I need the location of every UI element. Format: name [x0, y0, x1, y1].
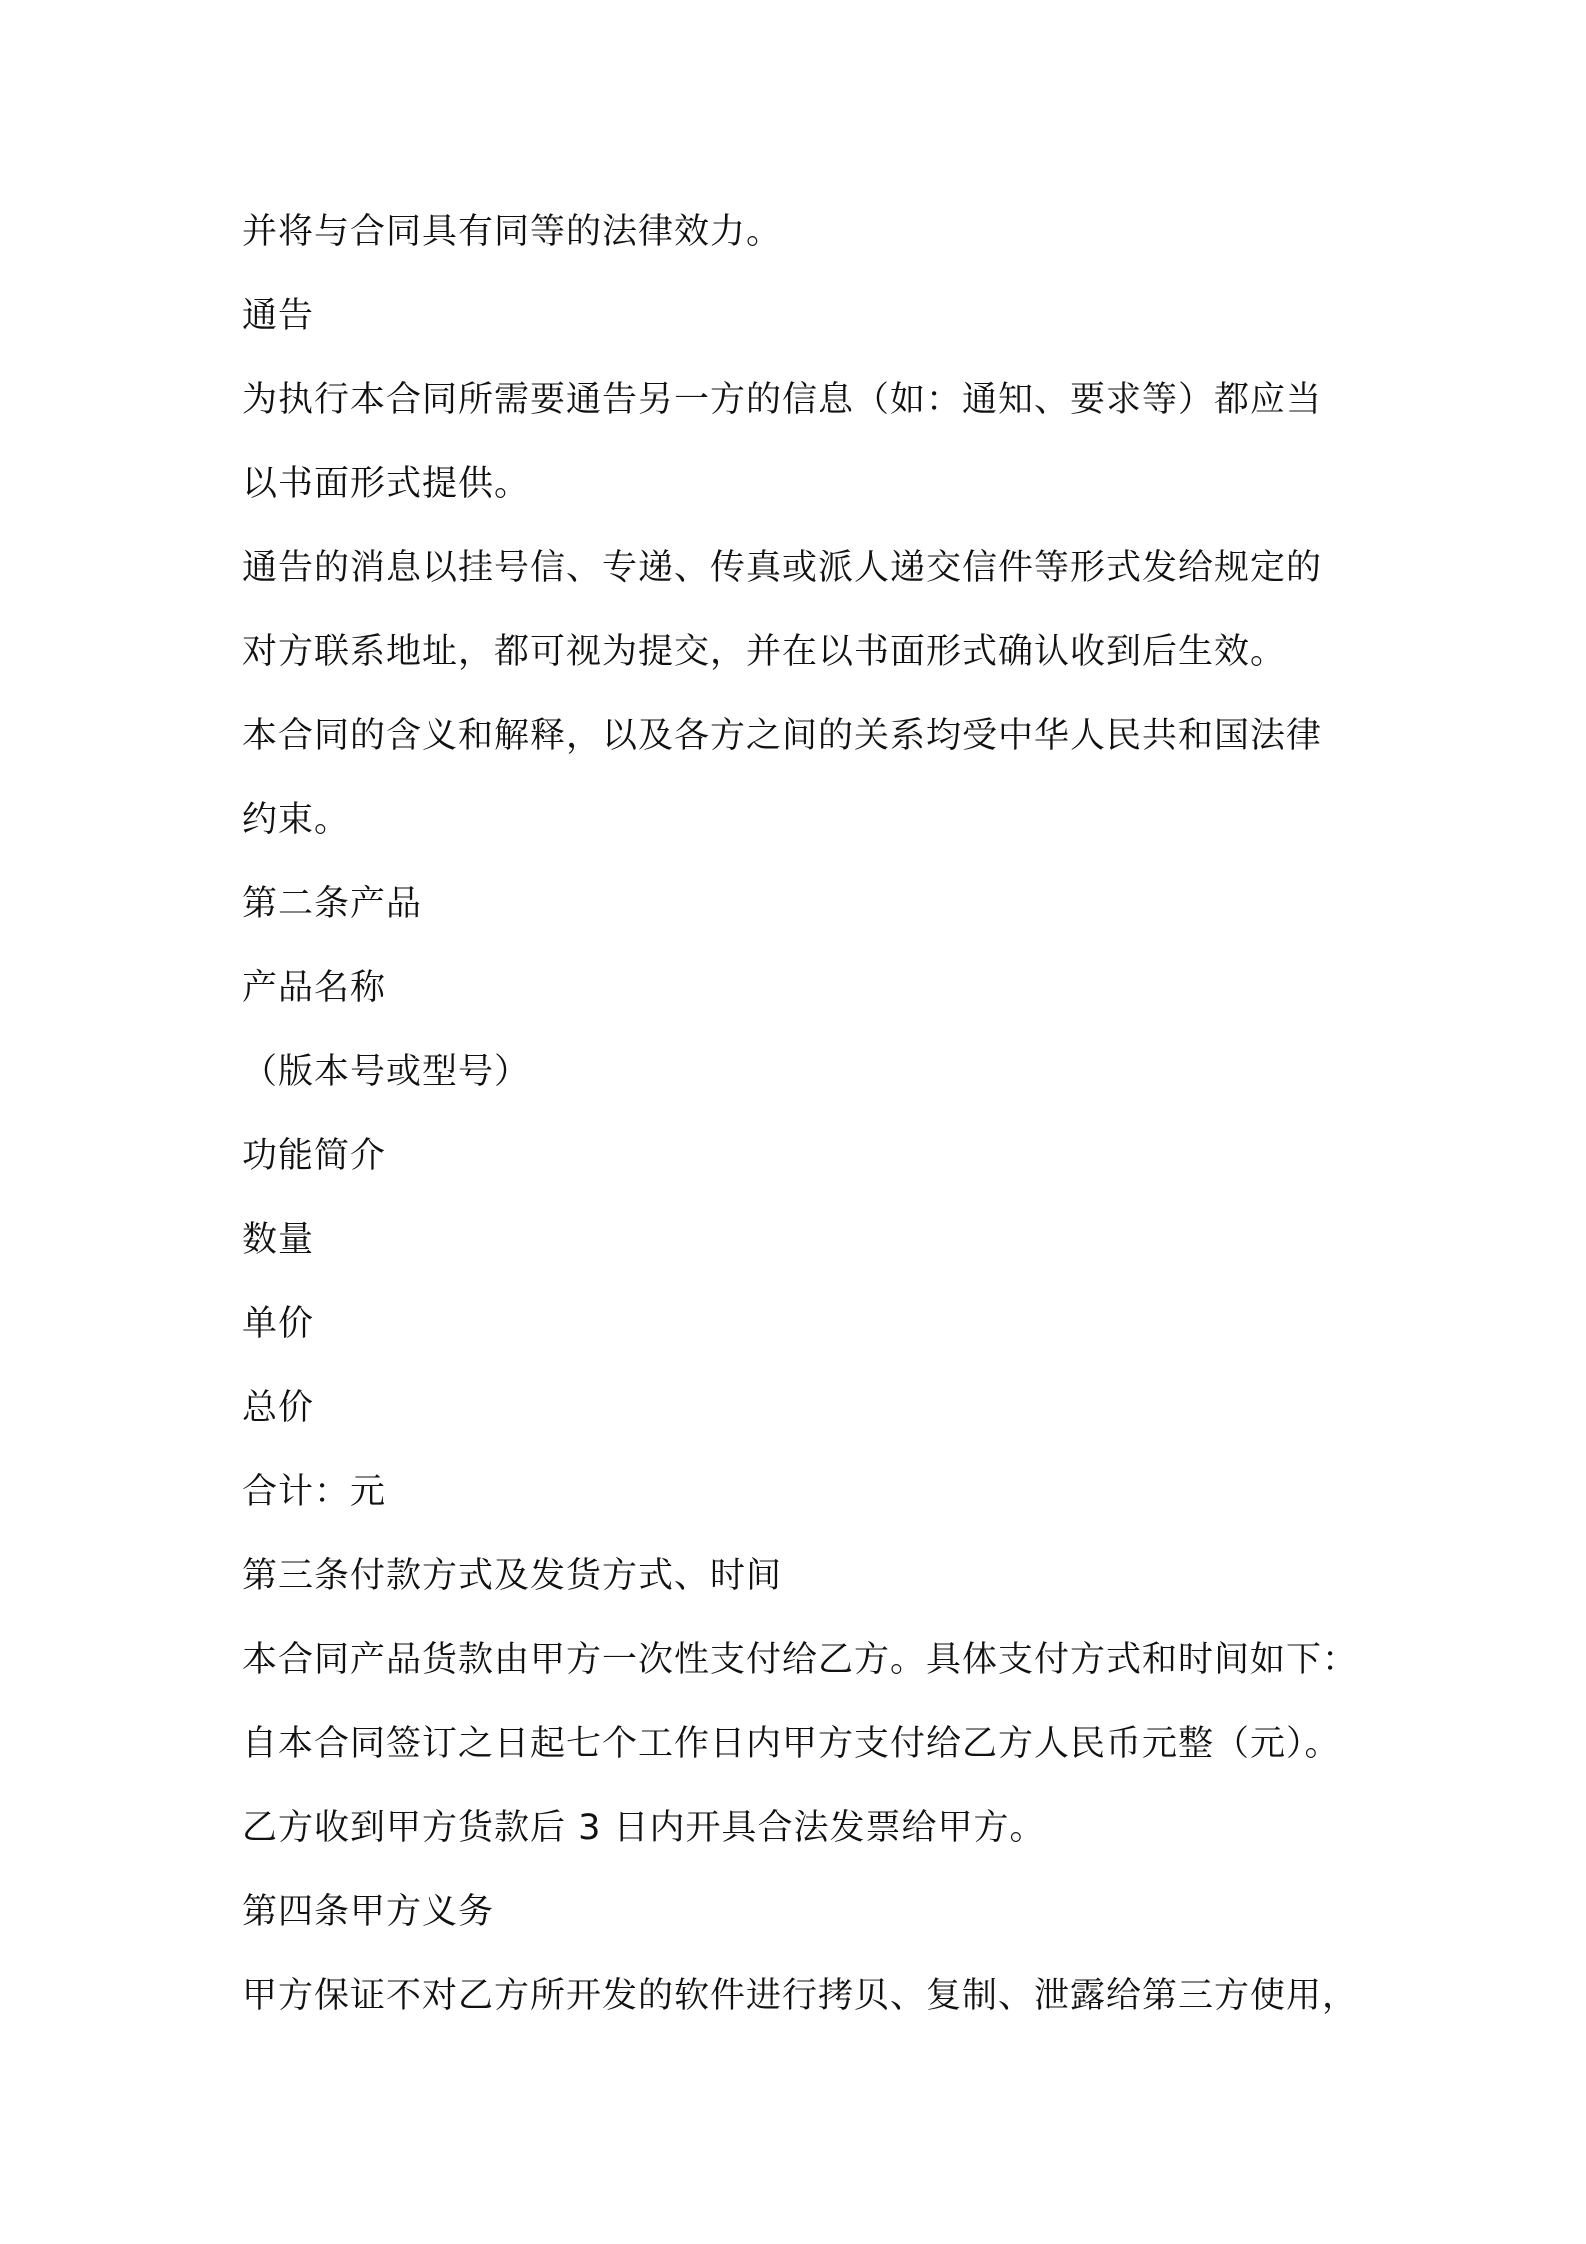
- body-paragraph-line: 并将与合同具有同等的法律效力。: [242, 212, 783, 252]
- body-paragraph-line: 为执行本合同所需要通告另一方的信息（如：通知、要求等）都应当: [242, 380, 1323, 420]
- body-paragraph-line: 本合同的含义和解释，以及各方之间的关系均受中华人民共和国法律: [242, 716, 1323, 756]
- body-paragraph-line: 对方联系地址，都可视为提交，并在以书面形式确认收到后生效。: [242, 632, 1287, 672]
- body-paragraph-line: 自本合同签订之日起七个工作日内甲方支付给乙方人民币元整（元）。: [242, 1724, 1341, 1764]
- article-heading-4: 第四条甲方义务: [242, 1892, 495, 1932]
- body-paragraph-line: 通告的消息以挂号信、专递、传真或派人递交信件等形式发给规定的: [242, 548, 1323, 588]
- section-heading-notice: 通告: [242, 296, 315, 336]
- field-label-sum: 合计：元: [242, 1472, 387, 1512]
- field-label-total-price: 总价: [242, 1388, 315, 1428]
- body-paragraph-line: 甲方保证不对乙方所开发的软件进行拷贝、复制、泄露给第三方使用，: [242, 1976, 1359, 2016]
- document-body: [242, 200, 1382, 2048]
- article-heading-2: 第二条产品: [242, 884, 423, 924]
- field-label-function: 功能简介: [242, 1136, 387, 1176]
- field-label-version: （版本号或型号）: [242, 1052, 531, 1092]
- article-heading-3: 第三条付款方式及发货方式、时间: [242, 1556, 783, 1596]
- body-paragraph-line: 乙方收到甲方货款后 3 日内开具合法发票给甲方。: [242, 1808, 1046, 1848]
- field-label-quantity: 数量: [242, 1220, 315, 1260]
- field-label-unit-price: 单价: [242, 1304, 315, 1344]
- body-paragraph-line: 约束。: [242, 800, 351, 840]
- body-paragraph-line: 以书面形式提供。: [242, 464, 531, 504]
- body-paragraph-line: 本合同产品货款由甲方一次性支付给乙方。具体支付方式和时间如下：: [242, 1640, 1359, 1680]
- field-label-product-name: 产品名称: [242, 968, 387, 1008]
